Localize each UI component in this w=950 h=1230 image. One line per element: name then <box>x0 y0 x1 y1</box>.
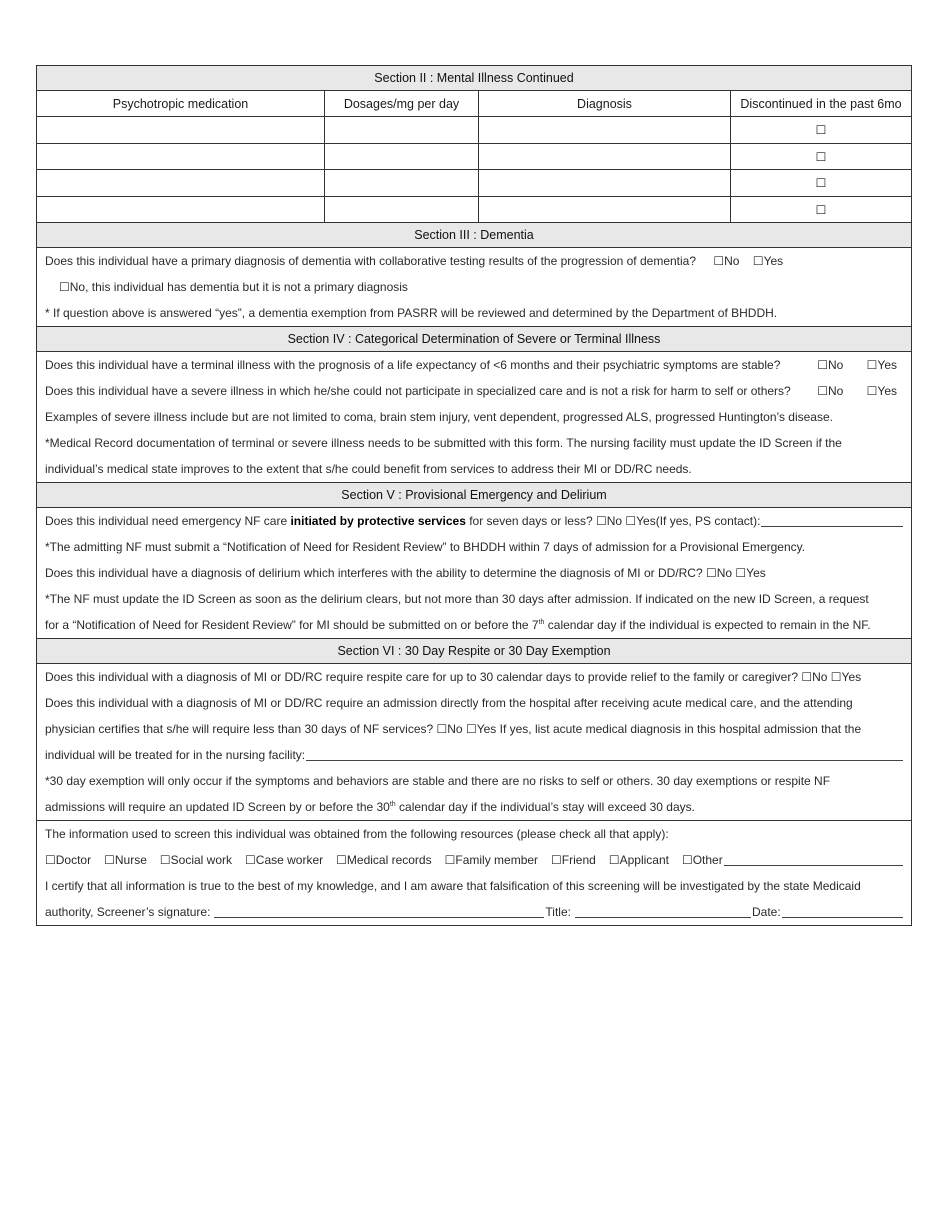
terminal-illness-text: Does this individual have a terminal illness with the prognosis of a life expectancy of <6 months and their psychiatric symptoms are stable? <box>45 358 781 372</box>
delirium-note-2b: calendar day if the individual is expected to remain in the NF. <box>544 618 871 632</box>
discontinued-checkbox[interactable]: ☐ <box>731 117 911 144</box>
terminal-illness-question <box>37 352 911 378</box>
resource-social-work-checkbox[interactable]: ☐Social work <box>159 853 233 867</box>
exemption-note-1: *30 day exemption will only occur if the symptoms and behaviors are stable and there are no risks to self or others. 30 day exemptions or respite NF <box>45 774 831 788</box>
exemption-note-2 <box>37 794 911 820</box>
diagnosis-cell[interactable] <box>479 117 731 144</box>
resource-doctor-checkbox[interactable]: ☐Doctor <box>45 853 92 867</box>
terminal-yes-checkbox[interactable]: ☐Yes <box>866 358 897 372</box>
discontinued-checkbox[interactable]: ☐ <box>731 144 911 171</box>
diagnosis-cell[interactable] <box>479 197 731 224</box>
emergency-question <box>37 508 911 534</box>
title-field[interactable] <box>575 902 751 918</box>
signature-label: authority, Screener’s signature: <box>45 905 211 919</box>
other-resource-field[interactable] <box>724 850 903 866</box>
resources-intro: The information used to screen this individual was obtained from the following resources (please check all that apply): <box>45 827 669 841</box>
resource-friend-checkbox[interactable]: ☐Friend <box>551 853 596 867</box>
resource-nurse-checkbox[interactable]: ☐Nurse <box>104 853 147 867</box>
col-header-diagnosis: Diagnosis <box>479 91 731 117</box>
emergency-text-c: for seven days or less? ☐No ☐Yes(If yes, PS contact): <box>469 514 761 528</box>
col-header-medication: Psychotropic medication <box>37 91 325 117</box>
medical-record-note-1: *Medical Record documentation of terminal or severe illness needs to be submitted with this form. The nursing facility must update the ID Screen if the <box>45 436 842 450</box>
severe-illness-examples: Examples of severe illness include but are not limited to coma, brain stem injury, vent dependent, progressed ALS, progressed Huntington’s disease. <box>45 410 833 424</box>
dementia-yes-checkbox[interactable]: ☐Yes <box>752 254 784 268</box>
delirium-note-2a: for a “Notification of Need for Resident Review” for MI should be submitted on or before the 7 <box>45 618 539 632</box>
severe-no-checkbox[interactable]: ☐No <box>817 384 844 398</box>
delirium-question: Does this individual have a diagnosis of delirium which interferes with the ability to determine the diagnosis of MI or DD/RC? ☐No ☐Yes <box>45 566 766 580</box>
resources-options <box>37 847 911 873</box>
resource-medical-records-checkbox[interactable]: ☐Medical records <box>336 853 432 867</box>
medical-record-note-2: individual’s medical state improves to the extent that s/he could benefit from services to address their MI or DD/RC needs. <box>45 462 692 476</box>
screening-form <box>36 65 912 926</box>
medication-cell[interactable] <box>37 170 325 197</box>
diagnosis-cell[interactable] <box>479 144 731 171</box>
acute-diagnosis-field[interactable] <box>306 745 903 761</box>
resources-certification <box>37 821 911 926</box>
date-label: Date: <box>751 905 781 919</box>
dementia-question <box>37 248 911 274</box>
delirium-note-1: *The NF must update the ID Screen as soon as the delirium clears, but not more than 30 days after admission. If indicated on the new ID Screen, a request <box>45 592 869 606</box>
resource-case-worker-checkbox[interactable]: ☐Case worker <box>245 853 324 867</box>
exemption-note-2a: admissions will require an updated ID Screen by or before the 30 <box>45 800 390 814</box>
ps-contact-field[interactable] <box>761 511 903 527</box>
dosage-cell[interactable] <box>325 117 479 144</box>
resource-applicant-checkbox[interactable]: ☐Applicant <box>608 853 669 867</box>
discontinued-checkbox[interactable]: ☐ <box>731 197 911 224</box>
delirium-note-2 <box>37 612 911 638</box>
section-5-body <box>37 508 911 639</box>
dementia-no-checkbox[interactable]: ☐No <box>713 254 740 268</box>
dosage-cell[interactable] <box>325 170 479 197</box>
ordinal-sup: th <box>538 619 545 626</box>
section-6-header: Section VI : 30 Day Respite or 30 Day Exemption <box>37 639 911 664</box>
emergency-text-bold: initiated by protective services <box>290 514 466 528</box>
ordinal-sup: th <box>389 801 396 808</box>
section-4-body <box>37 352 911 483</box>
section-2-header: Section II : Mental Illness Continued <box>37 66 911 91</box>
medication-cell[interactable] <box>37 197 325 224</box>
hospital-diagnosis-label: individual will be treated for in the nursing facility: <box>45 748 306 762</box>
certification-text: I certify that all information is true to the best of my knowledge, and I am aware that falsification of this screening will be investigated by the state Medicaid <box>45 879 861 893</box>
section-3-header: Section III : Dementia <box>37 223 911 248</box>
terminal-no-checkbox[interactable]: ☐No <box>817 358 844 372</box>
respite-question: Does this individual with a diagnosis of MI or DD/RC require respite care for up to 30 calendar days to provide relief to the family or caregiver? ☐No ☐Yes <box>45 670 862 684</box>
hospital-admission-question-1: Does this individual with a diagnosis of MI or DD/RC require an admission directly from the hospital after receiving acute medical care, and the attending <box>45 696 853 710</box>
severe-illness-text: Does this individual have a severe illness in which he/she could not participate in specialized care and is not a risk for harm to self or others? <box>45 384 791 398</box>
dementia-note: * If question above is answered “yes”, a dementia exemption from PASRR will be reviewed and determined by the Department of BHDDH. <box>45 306 778 320</box>
resource-other-checkbox[interactable]: ☐Other <box>681 853 723 867</box>
diagnosis-cell[interactable] <box>479 170 731 197</box>
medication-table <box>37 91 911 223</box>
signature-line <box>37 899 911 925</box>
exemption-note-2b: calendar day if the individual’s stay will exceed 30 days. <box>395 800 695 814</box>
emergency-text-a: Does this individual need emergency NF care <box>45 514 288 528</box>
section-5-header: Section V : Provisional Emergency and Delirium <box>37 483 911 508</box>
resource-family-member-checkbox[interactable]: ☐Family member <box>444 853 539 867</box>
dementia-not-primary-checkbox[interactable]: ☐No, this individual has dementia but it is not a primary diagnosis <box>59 280 408 294</box>
title-label: Title: <box>545 905 571 919</box>
severe-yes-checkbox[interactable]: ☐Yes <box>866 384 897 398</box>
medication-cell[interactable] <box>37 144 325 171</box>
dementia-question-text: Does this individual have a primary diagnosis of dementia with collaborative testing results of the progression of dementia? <box>45 254 697 268</box>
dosage-cell[interactable] <box>325 197 479 224</box>
severe-illness-question <box>37 378 911 404</box>
medication-cell[interactable] <box>37 117 325 144</box>
section-3-body <box>37 248 911 327</box>
discontinued-checkbox[interactable]: ☐ <box>731 170 911 197</box>
col-header-dosage: Dosages/mg per day <box>325 91 479 117</box>
signature-field[interactable] <box>214 902 544 918</box>
section-4-header: Section IV : Categorical Determination of Severe or Terminal Illness <box>37 327 911 352</box>
hospital-admission-question-3 <box>37 742 911 768</box>
col-header-discontinued: Discontinued in the past 6mo <box>731 91 911 117</box>
section-6-body <box>37 664 911 821</box>
provisional-emergency-note: *The admitting NF must submit a “Notification of Need for Resident Review” to BHDDH within 7 days of admission for a Provisional Emergency. <box>45 540 806 554</box>
date-field[interactable] <box>782 902 903 918</box>
hospital-admission-question-2: physician certifies that s/he will require less than 30 days of NF services? ☐No ☐Yes If yes, list acute medical diagnosis in this hospital admission that the <box>45 722 862 736</box>
dosage-cell[interactable] <box>325 144 479 171</box>
